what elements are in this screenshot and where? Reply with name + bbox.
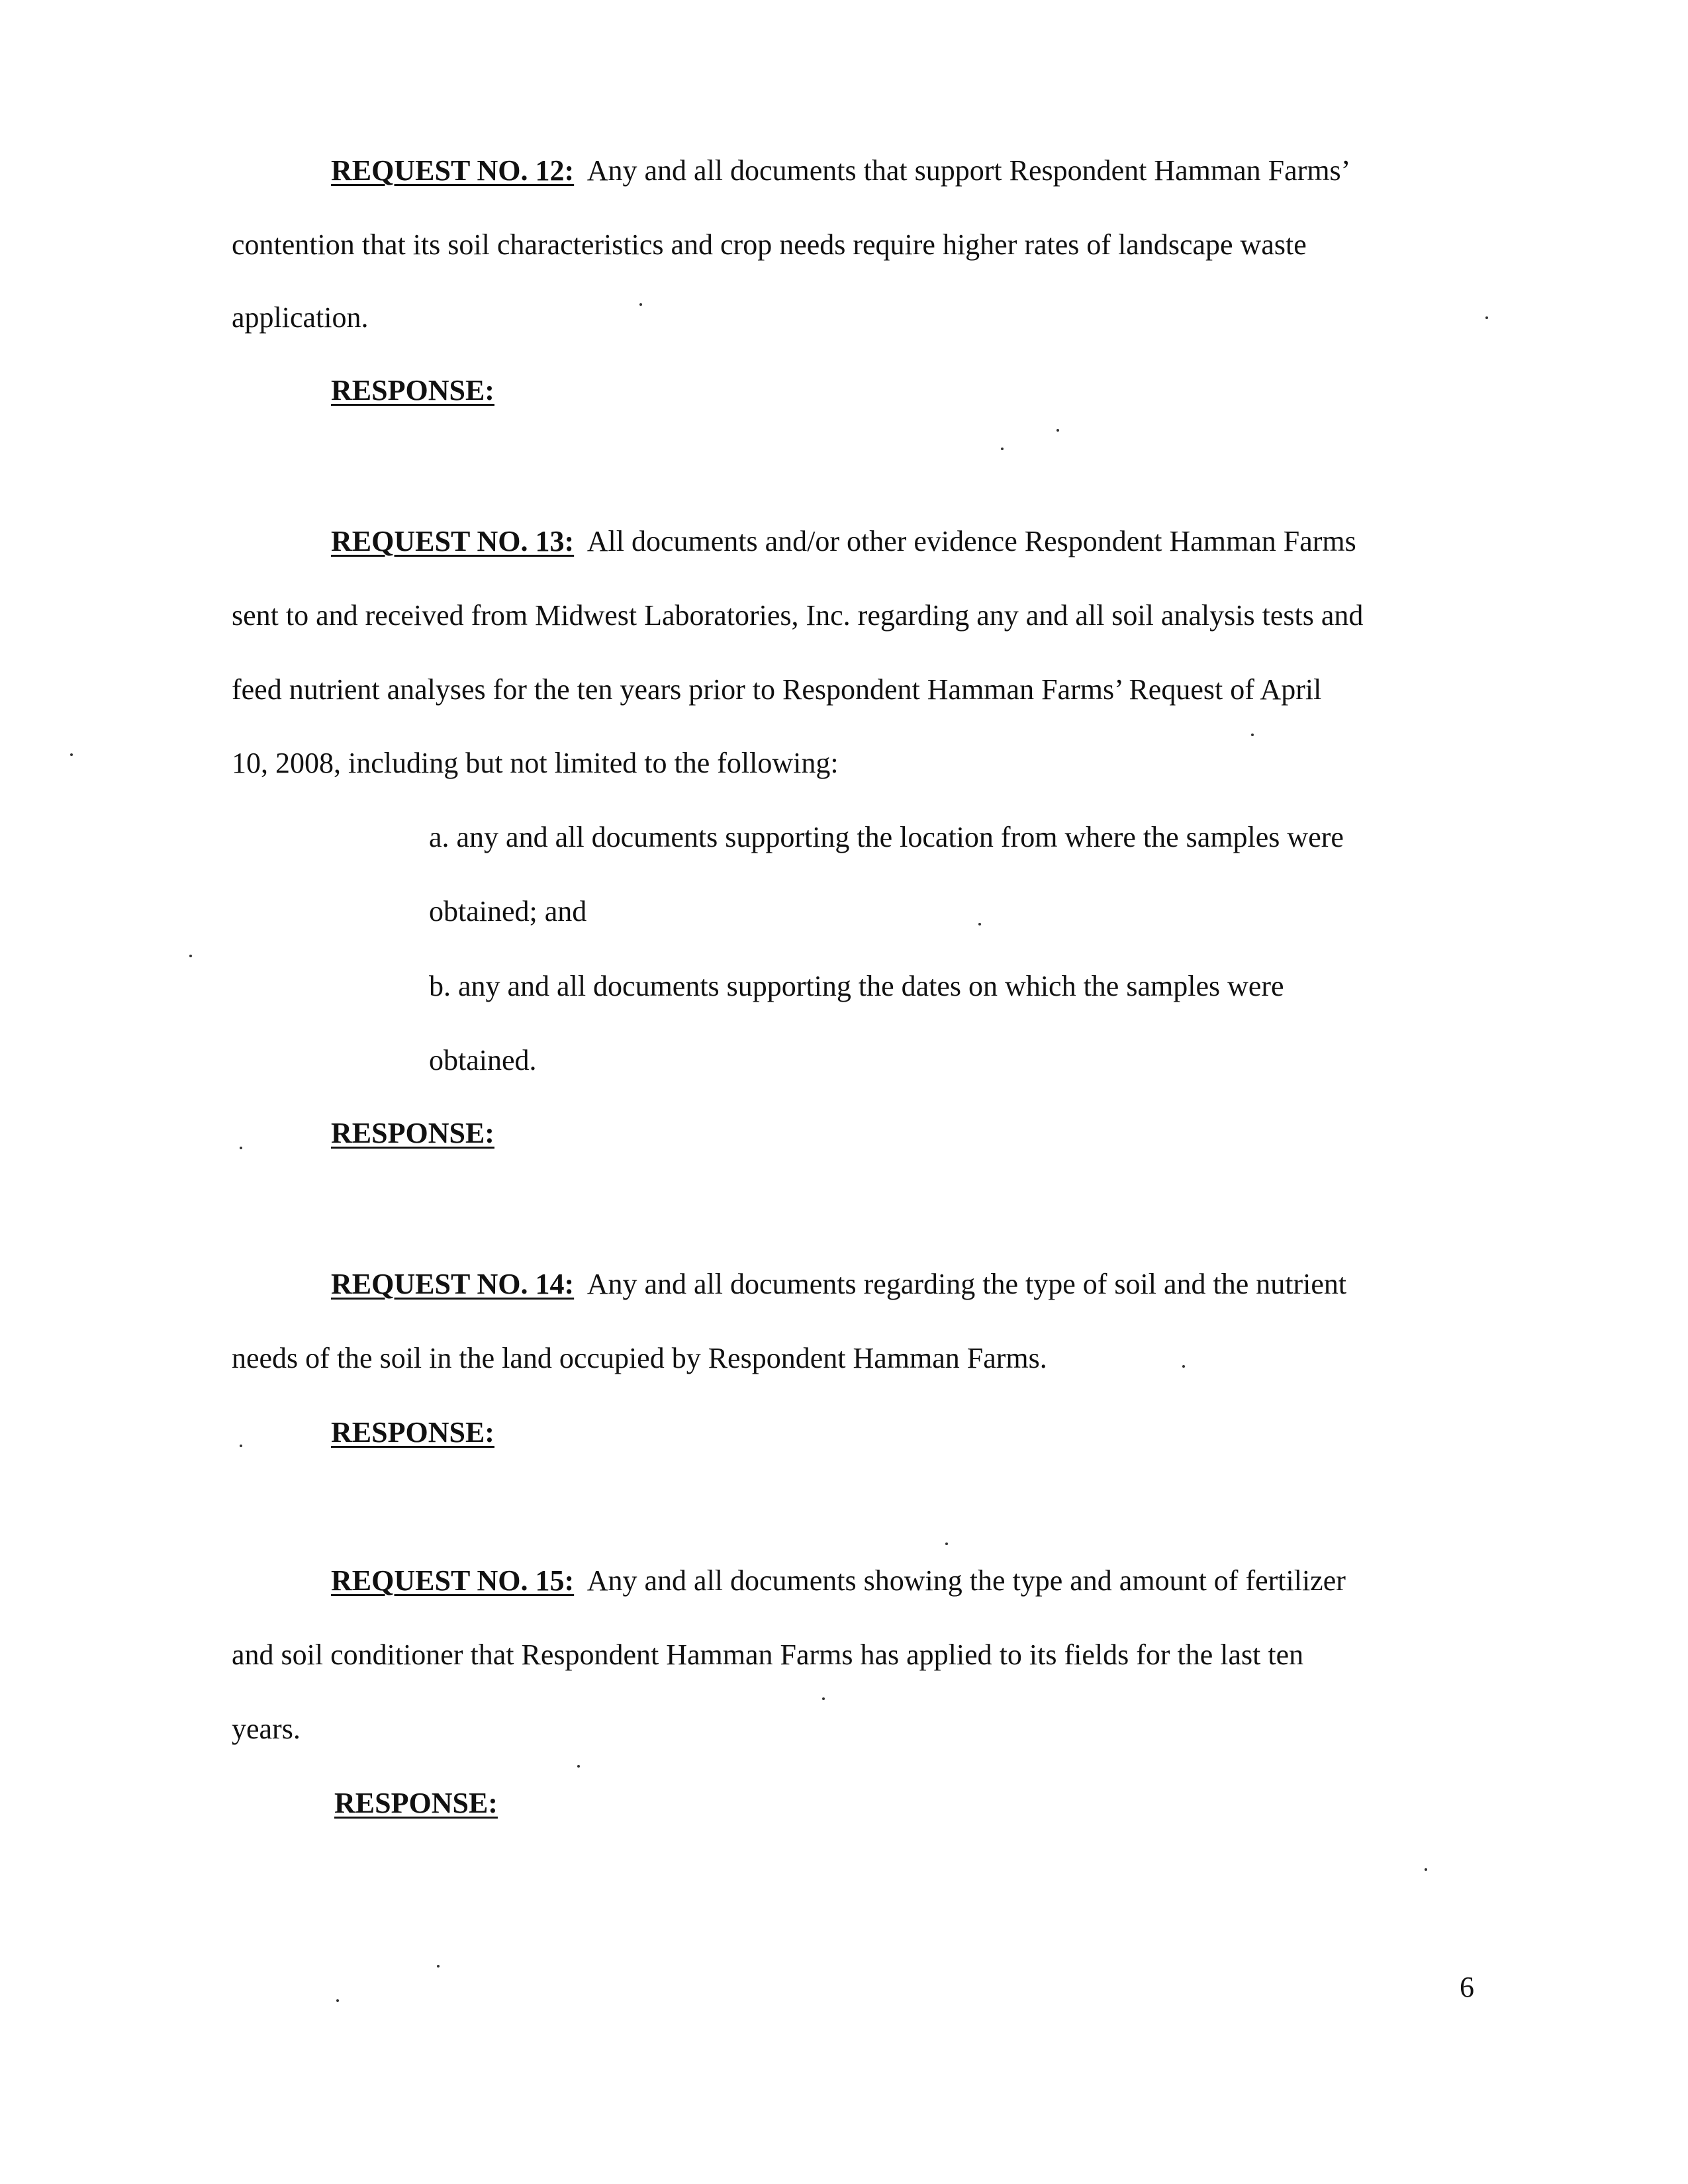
request-13-first-line	[331, 527, 1356, 556]
request-15-text-line-2: and soil conditioner that Respondent Hamman Farms has applied to its fields for the last ten	[232, 1638, 1304, 1671]
request-12-text-line-3: application.	[232, 301, 369, 334]
scan-speck	[945, 1543, 948, 1545]
request-13-subitem-a-line-1: a. any and all documents supporting the location from where the samples were	[429, 821, 1344, 853]
request-15-response-label: RESPONSE:	[334, 1787, 498, 1819]
request-12-text-line-1: Any and all documents that support Respondent Hamman Farms’	[586, 154, 1351, 187]
scan-speck	[577, 1765, 580, 1768]
scan-speck	[1251, 734, 1254, 736]
request-13-response-label: RESPONSE:	[331, 1117, 494, 1149]
scan-speck	[240, 1445, 242, 1447]
scan-speck	[437, 1965, 440, 1968]
request-13-text-line-3: feed nutrient analyses for the ten years prior to Respondent Hamman Farms’ Request of April	[232, 673, 1322, 706]
request-12-text-line-2: contention that its soil characteristics and crop needs require higher rates of landscape waste	[232, 228, 1307, 261]
request-13-subitem-a-line-2: obtained; and	[429, 895, 587, 927]
request-13-text-line-2: sent to and received from Midwest Laboratories, Inc. regarding any and all soil analysis tests and	[232, 599, 1364, 632]
request-15-text-line-3: years.	[232, 1713, 301, 1745]
request-14-text-line-2: needs of the soil in the land occupied by Respondent Hamman Farms.	[232, 1342, 1047, 1374]
request-12-response-label: RESPONSE:	[331, 374, 494, 406]
scan-speck	[1182, 1365, 1185, 1368]
request-14-heading: REQUEST NO. 14:	[331, 1268, 575, 1300]
request-15-text-line-1: Any and all documents showing the type and amount of fertilizer	[586, 1564, 1346, 1597]
request-13-heading: REQUEST NO. 13:	[331, 525, 575, 557]
request-14-response-label: RESPONSE:	[331, 1416, 494, 1448]
scan-speck	[240, 1147, 242, 1149]
request-13-subitem-b-line-1: b. any and all documents supporting the dates on which the samples were	[429, 970, 1284, 1002]
request-12-heading: REQUEST NO. 12:	[331, 154, 575, 187]
scan-speck	[1485, 316, 1488, 319]
page-number: 6	[1460, 1971, 1474, 2003]
scan-speck	[336, 1999, 339, 2002]
scan-speck	[822, 1697, 825, 1700]
request-14-text-line-1: Any and all documents regarding the type of soil and the nutrient	[586, 1268, 1347, 1300]
scan-speck	[1425, 1868, 1427, 1871]
scan-speck	[978, 923, 981, 926]
request-15-heading: REQUEST NO. 15:	[331, 1564, 575, 1597]
request-12-first-line	[331, 156, 1350, 185]
request-14-first-line	[331, 1270, 1346, 1299]
request-15-first-line	[331, 1566, 1346, 1595]
scan-speck	[1001, 448, 1004, 450]
request-13-subitem-b-line-2: obtained.	[429, 1044, 537, 1076]
scan-speck	[70, 753, 73, 756]
scan-speck	[639, 303, 642, 306]
scan-speck	[189, 955, 192, 957]
scan-speck	[1056, 429, 1059, 432]
request-13-text-line-1: All documents and/or other evidence Respondent Hamman Farms	[586, 525, 1356, 557]
request-13-text-line-4: 10, 2008, including but not limited to the following:	[232, 747, 839, 779]
